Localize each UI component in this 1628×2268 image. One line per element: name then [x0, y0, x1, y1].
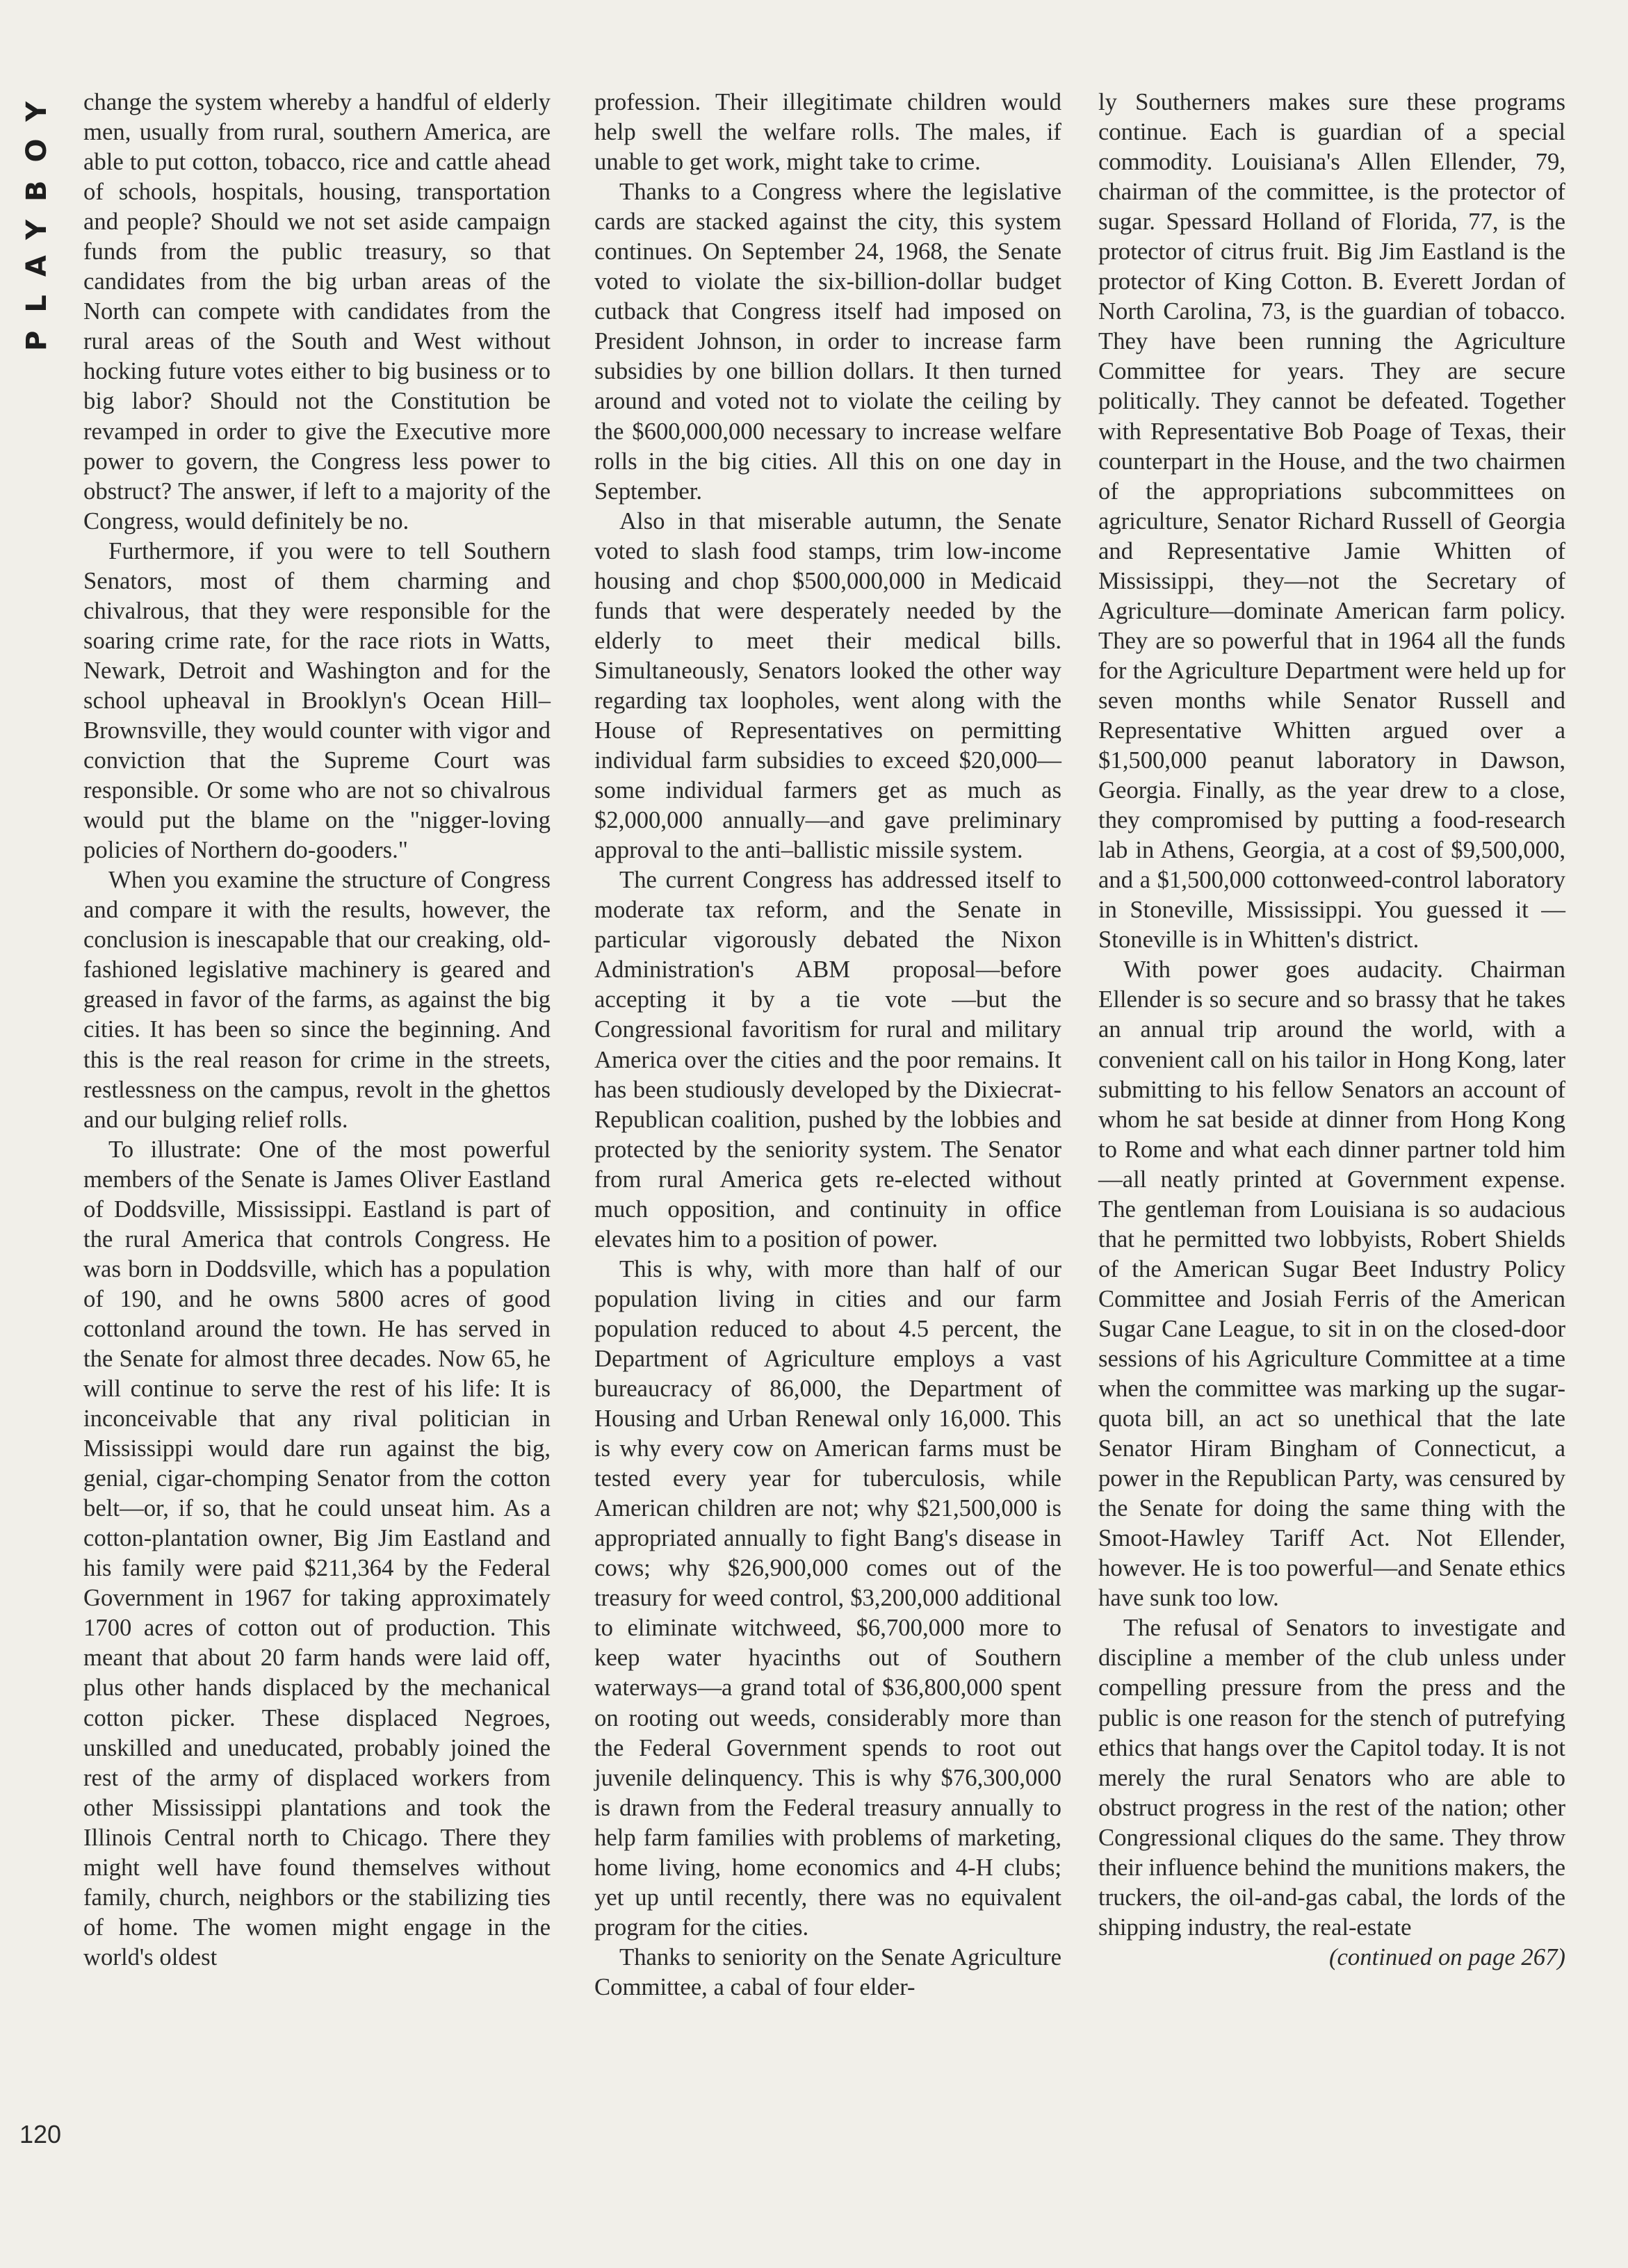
paragraph: Furthermore, if you were to tell Southern Senators, most of them charming and chivalrous, that they were responsible for the soaring crime rate, for the race riots in Watts, Newark, Detroit and Washington and for the school upheaval in Brooklyn's Ocean Hill–Brownsville, they would counter with vigor and conviction that the Supreme Court was responsible. Or some who are not so chivalrous would put the blame on the "nigger-loving policies of Northern do-gooders." [83, 537, 551, 864]
text-column-1 [83, 87, 551, 1972]
paragraph: Also in that miserable autumn, the Senate voted to slash food stamps, trim low-income housing and chop $500,000,000 in Medicaid funds that were desperately needed by the elderly to meet their medical bills. Simultaneously, Senators looked the other way regarding tax loopholes, went along with the House of Representatives on permitting individual farm subsidies to exceed $20,000—some individual farmers get as much as $2,000,000 annually—and gave preliminary approval to the anti–ballistic missile system. [594, 507, 1061, 864]
text-column-2 [594, 87, 1061, 2002]
paragraph: With power goes audacity. Chairman Ellender is so secure and so brassy that he takes an annual trip around the world, with a convenient call on his tailor in Hong Kong, later submitting to his fellow Senators an account of whom he sat beside at dinner from Hong Kong to Rome and what each dinner partner told him—all neatly printed at Government expense. The gentleman from Louisiana is so audacious that he permitted two lobbyists, Robert Shields of the American Sugar Beet Industry Policy Committee and Josiah Ferris of the American Sugar Cane League, to sit in on the closed-door sessions of his Agriculture Committee at a time when the committee was marking up the sugar-quota bill, an act so unethical that the late Senator Hiram Bingham of Connecticut, a power in the Republican Party, was censured by the Senate for doing the same thing with the Smoot-Hawley Tariff Act. Not Ellender, however. He is too powerful—and Senate ethics have sunk too low. [1098, 956, 1565, 1612]
paragraph: change the system whereby a handful of elderly men, usually from rural, southern America, are able to put cotton, tobacco, rice and cattle ahead of schools, hospitals, housing, transportation and people? Should we not set aside campaign funds from the public treasury, so that candidates from the big urban areas of the North can compete with candidates from the rural areas of the South and West without hocking future votes either to big business or to big labor? Should not the Constitution be revamped in order to give the Executive more power to govern, the Congress less power to obstruct? The answer, if left to a majority of the Congress, would definitely be no. [83, 88, 551, 535]
paragraph: Thanks to a Congress where the legislative cards are stacked against the city, this system continues. On September 24, 1968, the Senate voted to violate the six-billion-dollar budget cutback that Congress itself had imposed on President Johnson, in order to increase farm subsidies by one billion dollars. It then turned around and voted not to violate the ceiling by the $600,000,000 necessary to increase welfare rolls in the big cities. All this on one day in September. [594, 178, 1061, 505]
paragraph: The refusal of Senators to investigate and discipline a member of the club unless under compelling pressure from the press and the public is one reason for the stench of putrefying ethics that hangs over the Capitol today. It is not merely the rural Senators who are able to obstruct progress in the rest of the nation; other Congressional cliques do the same. They throw their influence behind the munitions makers, the truckers, the oil-and-gas cabal, the lords of the shipping industry, the real-estate [1098, 1614, 1565, 1941]
paragraph: The current Congress has addressed itself to moderate tax reform, and the Senate in particular vigorously debated the Nixon Administration's ABM proposal—before accepting it by a tie vote —but the Congressional favoritism for rural and military America over the cities and the poor remains. It has been studiously developed by the Dixiecrat-Republican coalition, pushed by the lobbies and protected by the seniority system. The Senator from rural America gets re-elected without much opposition, and continuity in office elevates him to a position of power. [594, 866, 1061, 1253]
paragraph: To illustrate: One of the most powerful members of the Senate is James Oliver Eastland of Doddsville, Mississippi. Eastland is part of the rural America that controls Congress. He was born in Doddsville, which has a population of 190, and he owns 5800 acres of good cottonland around the town. He has served in the Senate for almost three decades. Now 65, he will continue to serve the rest of his life: It is inconceivable that any rival politician in Mississippi would dare run against the big, genial, cigar-chomping Senator from the cotton belt—or, if so, that he could unseat him. As a cotton-plantation owner, Big Jim Eastland and his family were paid $211,364 by the Federal Government in 1967 for taking approximately 1700 acres of cotton out of production. This meant that about 20 farm hands were laid off, plus other hands displaced by the mechanical cotton picker. These displaced Negroes, unskilled and uneducated, probably joined the rest of the army of displaced workers from other Mississippi plantations and took the Illinois Central north to Chicago. There they might well have found themselves without family, church, neighbors or the stabilizing ties of home. The women might engage in the world's oldest [83, 1135, 551, 1971]
paragraph: When you examine the structure of Congress and compare it with the results, however, the conclusion is inescapable that our creaking, old-fashioned legislative machinery is geared and greased in favor of the farms, as against the big cities. It has been so since the beginning. And this is the real reason for crime in the streets, restlessness on the campus, revolt in the ghettos and our bulging relief rolls. [83, 866, 551, 1133]
paragraph: Thanks to seniority on the Senate Agriculture Committee, a cabal of four elder- [594, 1943, 1061, 2000]
page-number: 120 [19, 2120, 62, 2148]
text-column-3 [1098, 87, 1565, 1972]
paragraph: This is why, with more than half of our population living in cities and our farm population reduced to about 4.5 percent, the Department of Agriculture employs a vast bureaucracy of 86,000, the Department of Housing and Urban Renewal only 16,000. This is why every cow on American farms must be tested every year for tuberculosis, while American children are not; why $21,500,000 is appropriated annually to fight Bang's disease in cows; why $26,900,000 comes out of the treasury for weed control, $3,200,000 additional to eliminate witchweed, $6,700,000 more to keep water hyacinths out of Southern waterways—a grand total of $36,800,000 spent on rooting out weeds, considerably more than the Federal Government spends to root out juvenile delinquency. This is why $76,300,000 is drawn from the Federal treasury annually to help farm families with problems of marketing, home living, home economics and 4-H clubs; yet up until recently, there was no equivalent program for the cities. [594, 1255, 1061, 1941]
continued-note: (continued on page 267) [1328, 1943, 1565, 1971]
paragraph: ly Southerners makes sure these programs continue. Each is guardian of a special commodity. Louisiana's Allen Ellender, 79, chairman of the committee, is the protector of sugar. Spessard Holland of Florida, 77, is the protector of citrus fruit. Big Jim Eastland is the protector of King Cotton. B. Everett Jordan of North Carolina, 73, is the guardian of tobacco. They have been running the Agriculture Committee for years. They are secure politically. They cannot be defeated. Together with Representative Bob Poage of Texas, their counterpart in the House, and the two chairmen of the appropriations subcommittees on agriculture, Senator Richard Russell of Georgia and Representative Jamie Whitten of Mississippi, they—not the Secretary of Agriculture—dominate American farm policy. They are so powerful that in 1964 all the funds for the Agriculture Department were held up for seven months while Senator Russell and Representative Whitten argued over a $1,500,000 peanut laboratory in Dawson, Georgia. Finally, as the year drew to a close, they compromised by putting a food-research lab in Athens, Georgia, at a cost of $9,500,000, and a $1,500,000 cottonweed-control laboratory in Stoneville, Mississippi. You guessed it —Stoneville is in Whitten's district. [1098, 88, 1565, 954]
paragraph: profession. Their illegitimate children would help swell the welfare rolls. The males, if unable to get work, might take to crime. [594, 88, 1061, 176]
magazine-name: PLAYBOY [21, 83, 53, 351]
